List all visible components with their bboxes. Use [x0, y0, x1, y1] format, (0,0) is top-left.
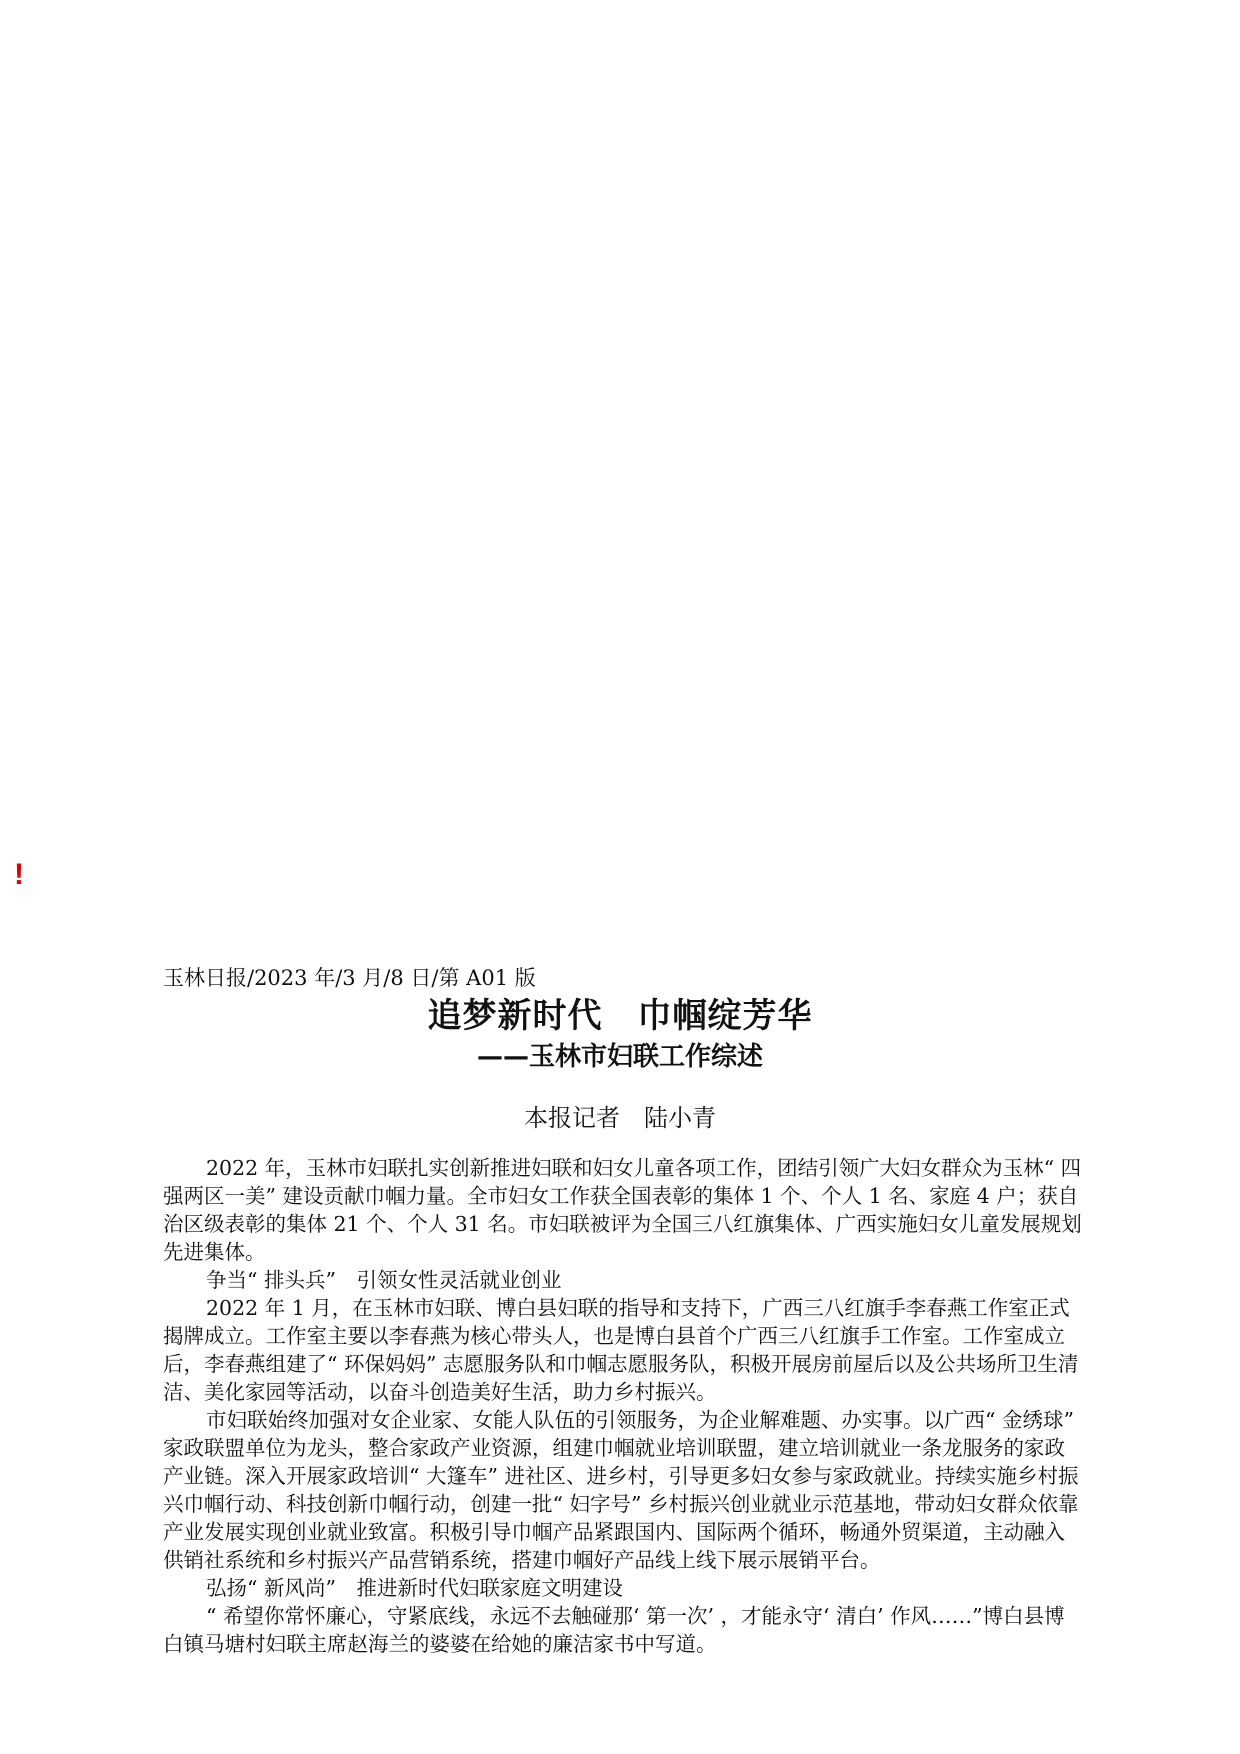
- section-heading-family: 弘扬“ 新风尚” 推进新时代妇联家庭文明建设: [206, 1576, 623, 1600]
- source-line: 玉林日报/2023 年/3 月/8 日/第 A01 版: [163, 966, 536, 990]
- paragraph-intro: 2022 年，玉林市妇联扎实创新推进妇联和妇女儿童各项工作，团结引领广大妇女群众为玉林“ 四强两区一美” 建设贡献巾帼力量。全市妇女工作获全国表彰的集体 1 个、个人 1 名、家庭 4 户；获自治区级表彰的集体 21 个、个人 31 名。市妇联被评为全国三八红旗集体、广西实施妇女儿童发展规划先进集体。: [163, 1156, 1082, 1264]
- red-exclamation-mark: !: [14, 858, 24, 891]
- article-body: [163, 1154, 1085, 1658]
- article-subtitle: ——玉林市妇联工作综述: [476, 1042, 763, 1072]
- article-title: 追梦新时代 巾帼绽芳华: [427, 996, 813, 1036]
- paragraph-entrepreneurs: 市妇联始终加强对女企业家、女能人队伍的引领服务，为企业解难题、办实事。以广西“ 金绣球” 家政联盟单位为龙头，整合家政产业资源，组建巾帼就业培训联盟，建立培训就业一条龙服务的家政产业链。深入开展家政培训“ 大篷车” 进社区、进乡村，引导更多妇女参与家政就业。持续实施乡村振兴巾帼行动、科技创新巾帼行动，创建一批“ 妇字号” 乡村振兴创业就业示范基地，带动妇女群众依靠产业发展实现创业就业致富。积极引导巾帼产品紧跟国内、国际两个循环，畅通外贸渠道，主动融入供销社系统和乡村振兴产品营销系统，搭建巾帼好产品线上线下展示展销平台。: [163, 1408, 1079, 1572]
- paragraph-letter: “ 希望你常怀廉心，守紧底线，永远不去触碰那‘ 第一次’ ，才能永守‘ 清白’ 作风……”博白县博白镇马塘村妇联主席赵海兰的婆婆在给她的廉洁家书中写道。: [163, 1604, 1065, 1656]
- byline: 本报记者 陆小青: [524, 1104, 716, 1132]
- paragraph-studio: 2022 年 1 月，在玉林市妇联、博白县妇联的指导和支持下，广西三八红旗手李春燕工作室正式揭牌成立。工作室主要以李春燕为核心带头人，也是博白县首个广西三八红旗手工作室。工作室成立后，李春燕组建了“ 环保妈妈” 志愿服务队和巾帼志愿服务队，积极开展房前屋后以及公共场所卫生清洁、美化家园等活动，以奋斗创造美好生活，助力乡村振兴。: [163, 1296, 1079, 1404]
- section-heading-employment: 争当“ 排头兵” 引领女性灵活就业创业: [206, 1268, 562, 1292]
